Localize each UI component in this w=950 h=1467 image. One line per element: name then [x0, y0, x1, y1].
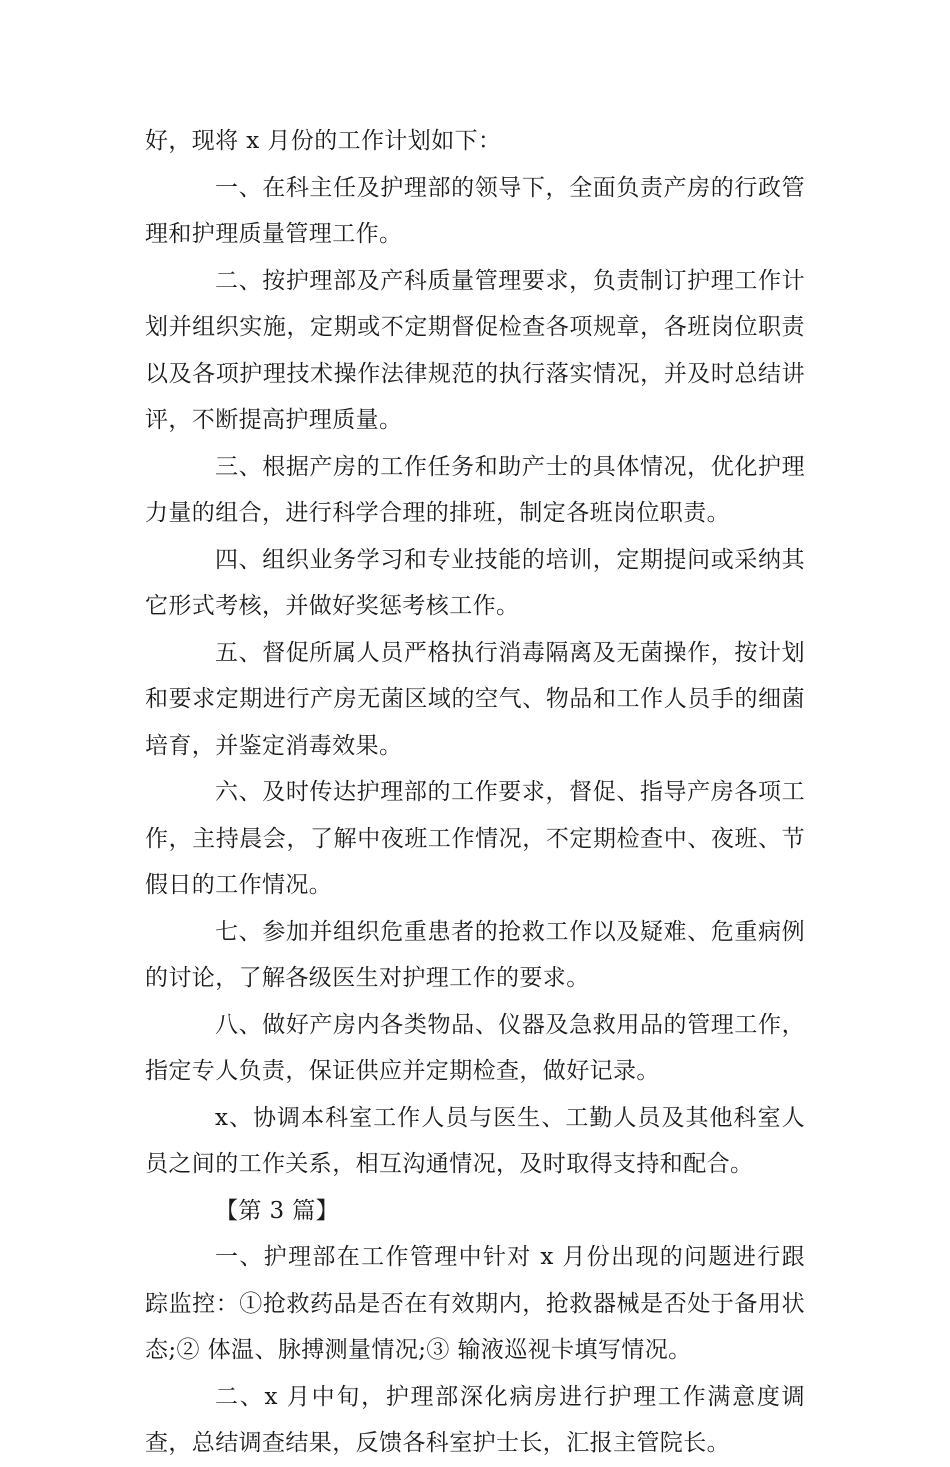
section-heading: 【第 3 篇】	[215, 1197, 340, 1224]
paragraph-item-6: 六、及时传达护理部的工作要求，督促、指导产房各项工作，主持晨会，了解中夜班工作情况，不定期检查中、夜班、节假日的工作情况。	[145, 779, 805, 898]
paragraph-item-x: x、协调本科室工作人员与医生、工勤人员及其他科室人员之间的工作关系，相互沟通情况，及时取得支持和配合。	[145, 1104, 805, 1177]
paragraph-intro: 好，现将 x 月份的工作计划如下：	[145, 128, 502, 154]
paragraph-item-5: 五、督促所属人员严格执行消毒隔离及无菌操作，按计划和要求定期进行产房无菌区域的空气、物品和工作人员手的细菌培育，并鉴定消毒效果。	[145, 639, 805, 759]
paragraph-item-2: 二、按护理部及产科质量管理要求，负责制订护理工作计划并组织实施，定期或不定期督促检查各项规章，各班岗位职责以及各项护理技术操作法律规范的执行落实情况，并及时总结讲评，不断提高护理质量。	[145, 267, 805, 433]
document-page	[145, 118, 805, 1467]
paragraph-section3-item-2: 二、x 月中旬，护理部深化病房进行护理工作满意度调查，总结调查结果，反馈各科室护士长，汇报主管院长。	[145, 1383, 805, 1456]
paragraph-item-4: 四、组织业务学习和专业技能的培训，定期提问或采纳其它形式考核，并做好奖惩考核工作。	[145, 546, 805, 619]
paragraph-item-3: 三、根据产房的工作任务和助产士的具体情况，优化护理力量的组合，进行科学合理的排班，制定各班岗位职责。	[145, 453, 805, 526]
paragraph-item-1: 一、在科主任及护理部的领导下，全面负责产房的行政管理和护理质量管理工作。	[145, 174, 805, 247]
paragraph-section3-item-1: 一、护理部在工作管理中针对 x 月份出现的问题进行跟踪监控：①抢救药品是否在有效期内，抢救器械是否处于备用状态;② 体温、脉搏测量情况;③ 输液巡视卡填写情况。	[145, 1244, 805, 1363]
paragraph-item-7: 七、参加并组织危重患者的抢救工作以及疑难、危重病例的讨论，了解各级医生对护理工作的要求。	[145, 918, 805, 991]
paragraph-item-8: 八、做好产房内各类物品、仪器及急救用品的管理工作，指定专人负责，保证供应并定期检查，做好记录。	[145, 1011, 805, 1084]
